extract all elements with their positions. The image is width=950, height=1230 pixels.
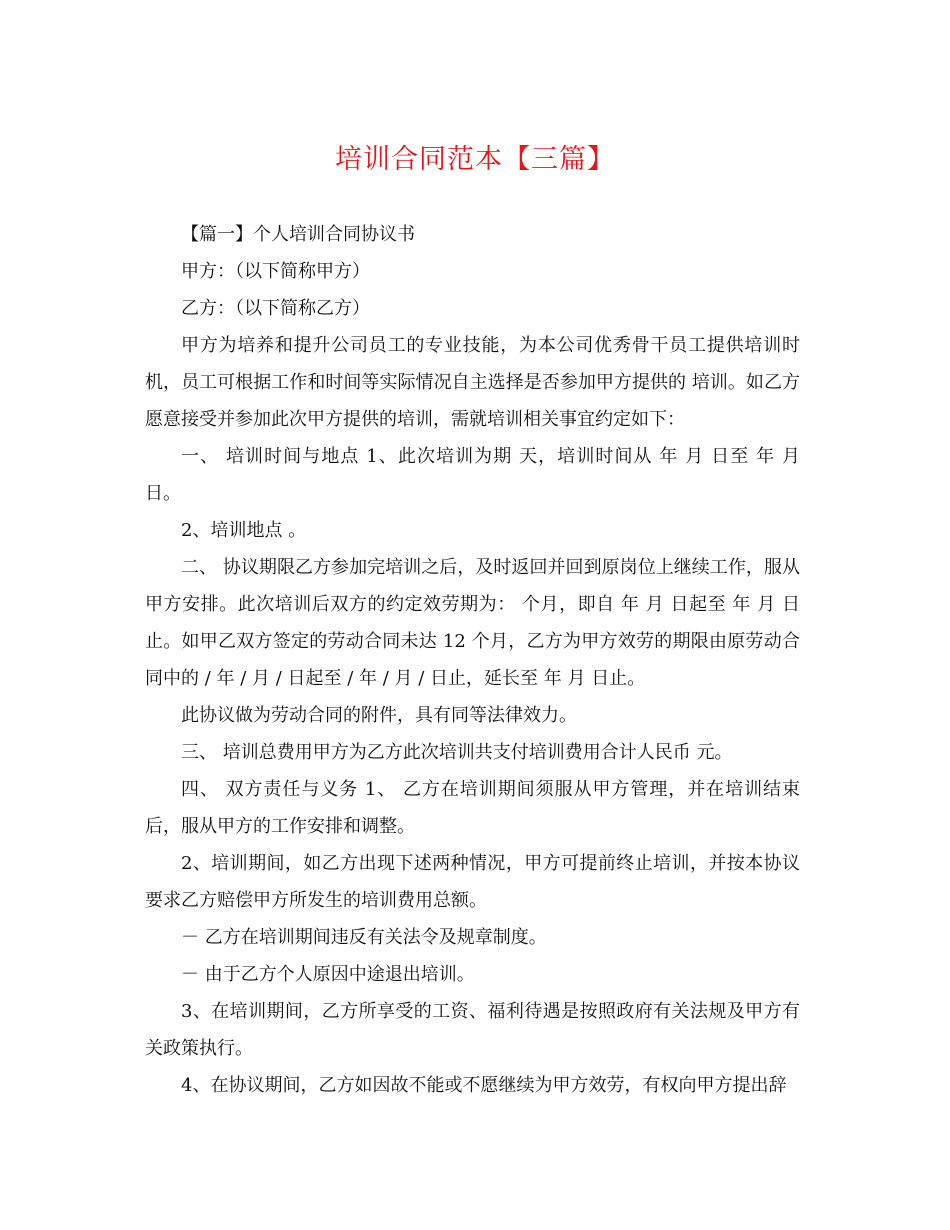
paragraph: 2、培训期间，如乙方出现下述两种情况，甲方可提前终止培训，并按本协议要求乙方赔偿甲方所发生的培训费用总额。 — [145, 853, 800, 911]
paragraph: 三、 培训总费用甲方为乙方此次培训共支付培训费用合计人民币 元。 — [181, 742, 733, 763]
paragraph: 二、 协议期限乙方参加完培训之后，及时返回并回到原岗位上继续工作，服从甲方安排。此次培训后双方的约定效劳期为： 个月，即自 年 月 日起至 年 月 日止。如甲乙双方签定的劳动合同未达 12 个月，乙方为甲方效劳的期限由原劳动合同中的 / 年 / 月 / 日起至 / 年 / 月 / 日止，延长至 年 月 日止。 — [145, 557, 800, 689]
paragraph: 3、在培训期间，乙方所享受的工资、福利待遇是按照政府有关法规及甲方有关政策执行。 — [145, 1001, 800, 1059]
document-body — [145, 216, 800, 1104]
party-b-line: 乙方：（以下简称乙方） — [181, 298, 370, 319]
paragraph: 4、在协议期间，乙方如因故不能或不愿继续为甲方效劳，有权向甲方提出辞 — [181, 1075, 787, 1096]
paragraph: 甲方为培养和提升公司员工的专业技能，为本公司优秀骨干员工提供培训时机，员工可根据工作和时间等实际情况自主选择是否参加甲方提供的 培训。如乙方愿意接受并参加此次甲方提供的培训，需就培训相关事宜约定如下： — [145, 335, 800, 430]
list-item: － 由于乙方个人原因中途退出培训。 — [181, 964, 475, 985]
paragraph: 此协议做为劳动合同的附件，具有同等法律效力。 — [181, 705, 577, 726]
paragraph: 2、培训地点 。 — [181, 520, 307, 541]
section-heading: 【篇一】个人培训合同协议书 — [181, 224, 415, 245]
party-a-line: 甲方：（以下简称甲方） — [181, 261, 370, 282]
document-title: 培训合同范本【三篇】 — [335, 144, 615, 175]
list-item: － 乙方在培训期间违反有关法令及规章制度。 — [181, 927, 547, 948]
paragraph: 四、 双方责任与义务 1、 乙方在培训期间须服从甲方管理，并在培训结束后，服从甲方的工作安排和调整。 — [145, 779, 800, 837]
paragraph: 一、 培训时间与地点 1、此次培训为期 天，培训时间从 年 月 日至 年 月 日。 — [145, 446, 800, 504]
